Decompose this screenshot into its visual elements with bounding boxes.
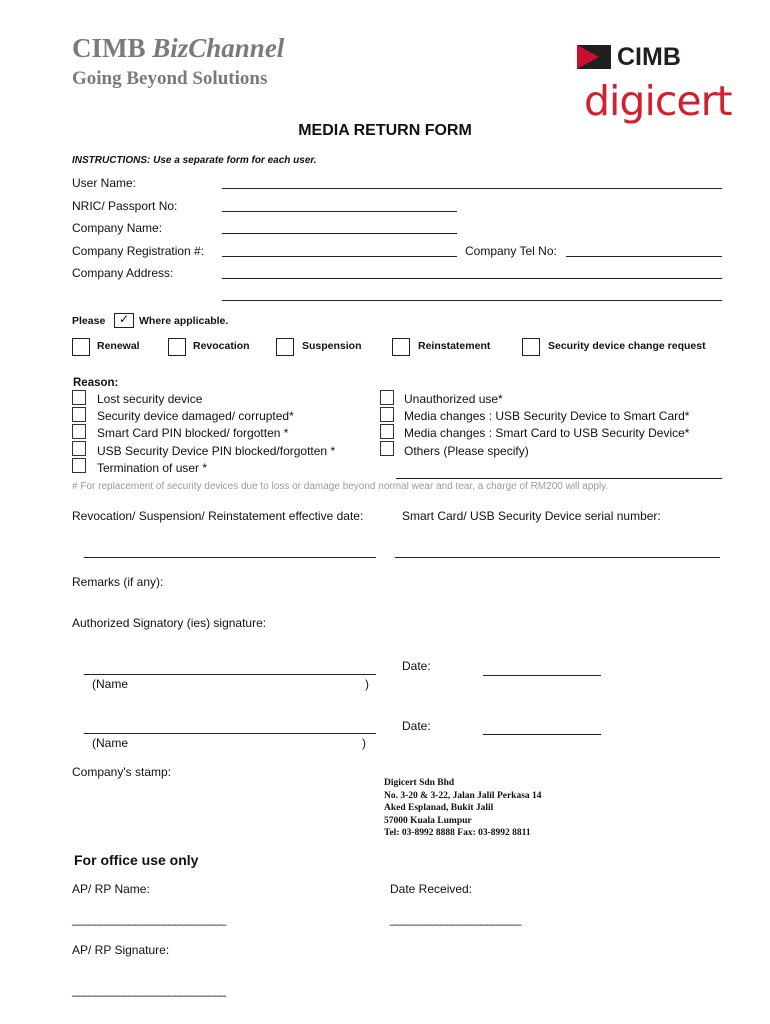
reason-label: USB Security Device PIN blocked/forgotten *: [97, 444, 336, 458]
reason-checkbox-others[interactable]: [380, 441, 394, 456]
ap-rp-name-field[interactable]: ___________________________: [72, 912, 226, 926]
user-name-label: User Name:: [72, 176, 137, 190]
digicert-logo: digicert: [584, 77, 732, 125]
reason-checkbox-damaged[interactable]: [72, 407, 86, 422]
name-open-2: (Name: [92, 736, 129, 750]
company-reg-label: Company Registration #:: [72, 244, 205, 258]
reason-checkbox-termination[interactable]: [72, 458, 86, 473]
check-icon: ✓: [119, 312, 130, 326]
reason-label: Media changes : Smart Card to USB Security Device*: [404, 426, 690, 440]
reason-label: Termination of user *: [97, 461, 208, 475]
reason-heading: Reason:: [73, 377, 119, 389]
reinstatement-checkbox[interactable]: [392, 338, 410, 356]
date-label-1: Date:: [402, 659, 431, 673]
user-name-field[interactable]: [222, 188, 722, 189]
address-line: 57000 Kuala Lumpur: [384, 815, 472, 826]
address-line: No. 3-20 & 3-22, Jalan Jalil Perkasa 14: [384, 790, 542, 801]
reinstatement-label: Reinstatement: [418, 340, 491, 352]
brand-title: CIMB BizChannel: [72, 33, 285, 63]
address-line: Aked Esplanad, Bukit Jalil: [384, 803, 494, 813]
renewal-label: Renewal: [97, 340, 140, 352]
date-received-label: Date Received:: [390, 882, 473, 896]
name-close-2: ): [362, 736, 366, 750]
sample-tick-box: [114, 313, 134, 328]
address-line: Tel: 03-8992 8888 Fax: 03-8992 8811: [384, 828, 531, 838]
company-address-field-1[interactable]: [222, 278, 722, 279]
please-label: Please: [72, 315, 106, 327]
ap-rp-name-label: AP/ RP Name:: [72, 882, 150, 896]
security-change-label: Security device change request: [548, 340, 706, 352]
serial-number-label: Smart Card/ USB Security Device serial number:: [402, 509, 661, 523]
name-open-1: (Name: [92, 677, 129, 691]
instructions: INSTRUCTIONS: Use a separate form for each user.: [72, 155, 317, 166]
digicert-address: [384, 777, 542, 840]
signature-field-2[interactable]: [84, 733, 376, 734]
reason-label: Security device damaged/ corrupted*: [97, 409, 294, 423]
cimb-chevron-icon: [577, 45, 611, 69]
reason-checkbox-unauthorized[interactable]: [380, 390, 394, 405]
where-applicable-label: Where applicable.: [139, 315, 229, 327]
signature-field-1[interactable]: [84, 674, 376, 675]
effective-date-label: Revocation/ Suspension/ Reinstatement effective date:: [72, 509, 364, 523]
reason-label: Lost security device: [97, 392, 203, 406]
nric-label: NRIC/ Passport No:: [72, 199, 178, 213]
reason-checkbox-usb-pin[interactable]: [72, 441, 86, 456]
form-title: MEDIA RETURN FORM: [298, 122, 472, 139]
company-address-label: Company Address:: [72, 266, 174, 280]
authorized-signatory-label: Authorized Signatory (ies) signature:: [72, 616, 267, 630]
company-stamp-label: Company's stamp:: [72, 765, 171, 779]
others-specify-field[interactable]: [396, 478, 722, 479]
effective-date-field[interactable]: [84, 557, 376, 558]
reason-checkbox-usb-to-smartcard[interactable]: [380, 407, 394, 422]
reason-label: Smart Card PIN blocked/ forgotten *: [97, 426, 289, 440]
reason-label: Others (Please specify): [404, 444, 529, 458]
reason-checkbox-smartcard-pin[interactable]: [72, 424, 86, 439]
name-close-1: ): [365, 677, 369, 691]
nric-field[interactable]: [222, 211, 457, 212]
cimb-logo-text: CIMB: [617, 43, 681, 71]
company-reg-field[interactable]: [222, 256, 457, 257]
reason-checkbox-lost[interactable]: [72, 390, 86, 405]
ap-rp-signature-label: AP/ RP Signature:: [72, 943, 170, 957]
remarks-label: Remarks (if any):: [72, 575, 164, 589]
date-received-field[interactable]: _______________________: [390, 912, 521, 926]
date-field-2[interactable]: [483, 734, 601, 735]
company-name-label: Company Name:: [72, 221, 163, 235]
revocation-label: Revocation: [193, 340, 250, 352]
company-tel-label: Company Tel No:: [465, 244, 557, 258]
security-change-checkbox[interactable]: [522, 338, 540, 356]
date-field-1[interactable]: [483, 675, 601, 676]
replacement-note: # For replacement of security devices due to loss or damage beyond normal wear and tear, a charge of RM200 will apply.: [72, 481, 609, 492]
suspension-label: Suspension: [302, 340, 362, 352]
ap-rp-signature-field[interactable]: ___________________________: [72, 983, 226, 997]
company-tel-field[interactable]: [566, 256, 722, 257]
company-name-field[interactable]: [222, 233, 457, 234]
company-address-field-2[interactable]: [222, 300, 722, 301]
serial-number-field[interactable]: [395, 557, 720, 558]
office-use-heading: For office use only: [74, 852, 199, 868]
renewal-checkbox[interactable]: [72, 338, 90, 356]
reason-label: Unauthorized use*: [404, 392, 503, 406]
reason-checkbox-smartcard-to-usb[interactable]: [380, 424, 394, 439]
brand-tagline: Going Beyond Solutions: [72, 68, 268, 89]
suspension-checkbox[interactable]: [276, 338, 294, 356]
address-line: Digicert Sdn Bhd: [384, 778, 455, 788]
date-label-2: Date:: [402, 719, 431, 733]
reason-label: Media changes : USB Security Device to Smart Card*: [404, 409, 690, 423]
revocation-checkbox[interactable]: [168, 338, 186, 356]
